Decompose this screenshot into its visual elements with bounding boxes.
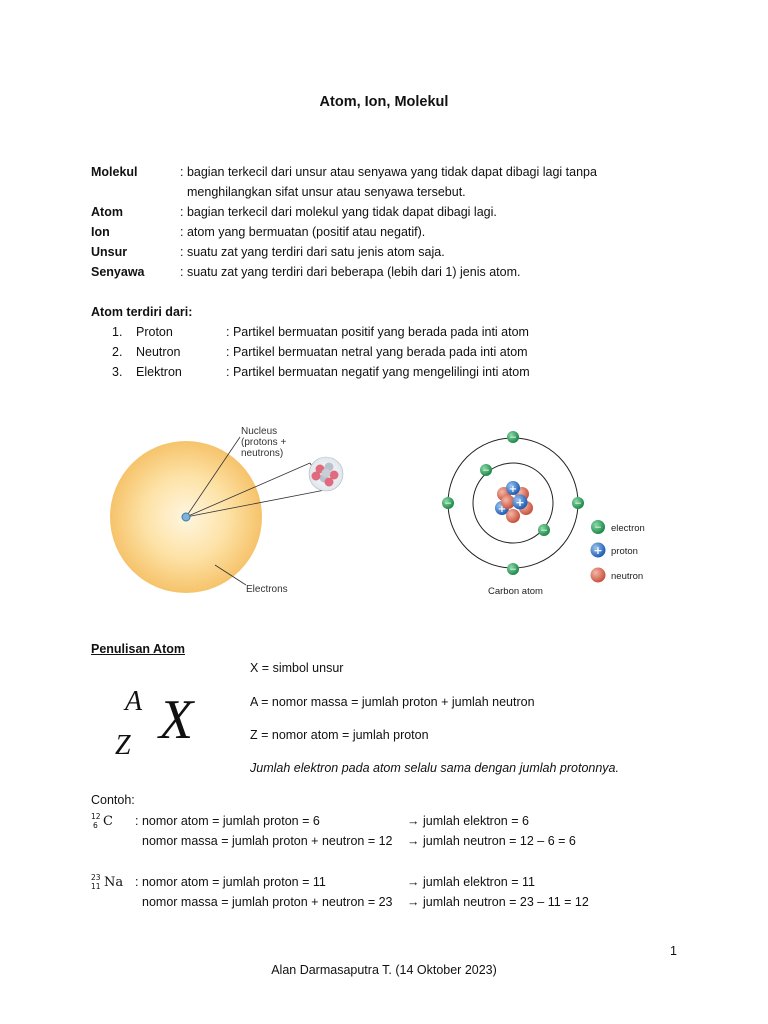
- example-result: → jumlah neutron = 12 – 6 = 6: [407, 834, 576, 848]
- example-result: → jumlah elektron = 11: [407, 875, 535, 889]
- example-line: nomor massa = jumlah proton + neutron = 12: [142, 834, 393, 848]
- x-definition: X = simbol unsur: [250, 661, 344, 675]
- carbon-atom-caption: Carbon atom: [488, 586, 543, 597]
- a-definition: A = nomor massa = jumlah proton + jumlah neutron: [250, 695, 535, 709]
- list-name: Elektron: [136, 365, 182, 379]
- footer-author: Alan Darmasaputra T. (14 Oktober 2023): [271, 963, 497, 977]
- list-number: 1.: [112, 325, 123, 339]
- definition-text: : bagian terkecil dari unsur atau senyawa yang tidak dapat dibagi lagi tanpa: [180, 165, 597, 179]
- z-definition: Z = nomor atom = jumlah proton: [250, 728, 429, 742]
- svg-text:+: +: [593, 544, 603, 557]
- penulisan-heading: Penulisan Atom: [91, 642, 185, 656]
- definition-term: Ion: [91, 225, 110, 239]
- carbon-atom-figure: [436, 426, 656, 602]
- nuclide-notation-figure: [95, 668, 235, 768]
- nuclide-carbon: [91, 812, 131, 832]
- example-line: : nomor atom = jumlah proton = 6: [135, 814, 320, 828]
- list-description: : Partikel bermuatan negatif yang mengelilingi inti atom: [226, 365, 530, 379]
- svg-text:−: −: [574, 499, 582, 509]
- svg-text:−: −: [482, 466, 490, 476]
- definition-text: : bagian terkecil dari molekul yang tidak dapat dibagi lagi.: [180, 205, 497, 219]
- electron-note: Jumlah elektron pada atom selalu sama dengan jumlah protonnya.: [250, 761, 619, 775]
- atom-cloud-figure: [100, 415, 360, 615]
- list-number: 3.: [112, 365, 123, 379]
- nuclide-sodium: [91, 873, 135, 893]
- definition-text: : atom yang bermuatan (positif atau negatif).: [180, 225, 426, 239]
- atomic-number-symbol: Z: [115, 730, 131, 761]
- list-description: : Partikel bermuatan positif yang berada pada inti atom: [226, 325, 529, 339]
- nucleus-label: (protons +: [241, 437, 287, 448]
- svg-text:−: −: [509, 565, 517, 575]
- carbon-nucleus: [495, 481, 533, 523]
- mass-number: 23: [91, 873, 101, 882]
- svg-text:+: +: [515, 496, 525, 509]
- electrons-label: Electrons: [246, 584, 288, 595]
- example-line: : nomor atom = jumlah proton = 11: [135, 875, 326, 889]
- definition-term: Unsur: [91, 245, 128, 259]
- element-symbol: Na: [104, 875, 124, 890]
- atomic-number: 11: [91, 882, 101, 891]
- nucleus-label: neutrons): [241, 448, 284, 459]
- element-symbol: X: [159, 689, 194, 751]
- definition-term: Senyawa: [91, 265, 145, 279]
- example-line: nomor massa = jumlah proton + neutron = 23: [142, 895, 393, 909]
- nucleus-label: Nucleus: [241, 426, 278, 437]
- definition-text: : suatu zat yang terdiri dari satu jenis atom saja.: [180, 245, 445, 259]
- svg-text:−: −: [594, 523, 602, 533]
- svg-text:+: +: [497, 504, 507, 515]
- page-title: Atom, Ion, Molekul: [319, 94, 449, 110]
- page-number: 1: [670, 944, 677, 958]
- legend-neutron: neutron: [611, 571, 644, 582]
- list-name: Proton: [136, 325, 173, 339]
- legend-electron: electron: [611, 523, 645, 534]
- neutron-icon: [591, 568, 606, 583]
- legend-proton: proton: [611, 546, 638, 557]
- mass-number-symbol: A: [125, 686, 143, 717]
- list-name: Neutron: [136, 345, 181, 359]
- definition-term: Atom: [91, 205, 123, 219]
- atom-parts-heading: Atom terdiri dari:: [91, 305, 193, 319]
- example-result: → jumlah neutron = 23 – 11 = 12: [407, 895, 589, 909]
- element-symbol: C: [103, 814, 113, 829]
- definition-term: Molekul: [91, 165, 138, 179]
- svg-text:−: −: [540, 526, 548, 536]
- definition-text: menghilangkan sifat unsur atau senyawa tersebut.: [187, 185, 466, 199]
- legend: [591, 520, 645, 583]
- contoh-heading: Contoh:: [91, 793, 135, 807]
- nucleus-dot: [182, 513, 190, 521]
- definition-text: : suatu zat yang terdiri dari beberapa (lebih dari 1) jenis atom.: [180, 265, 521, 279]
- svg-text:−: −: [509, 433, 517, 443]
- svg-text:−: −: [444, 499, 452, 509]
- list-number: 2.: [112, 345, 123, 359]
- list-description: : Partikel bermuatan netral yang berada pada inti atom: [226, 345, 528, 359]
- svg-text:+: +: [508, 484, 518, 495]
- mass-number: 12: [91, 812, 101, 821]
- atomic-number: 6: [93, 821, 98, 830]
- example-result: → jumlah elektron = 6: [407, 814, 529, 828]
